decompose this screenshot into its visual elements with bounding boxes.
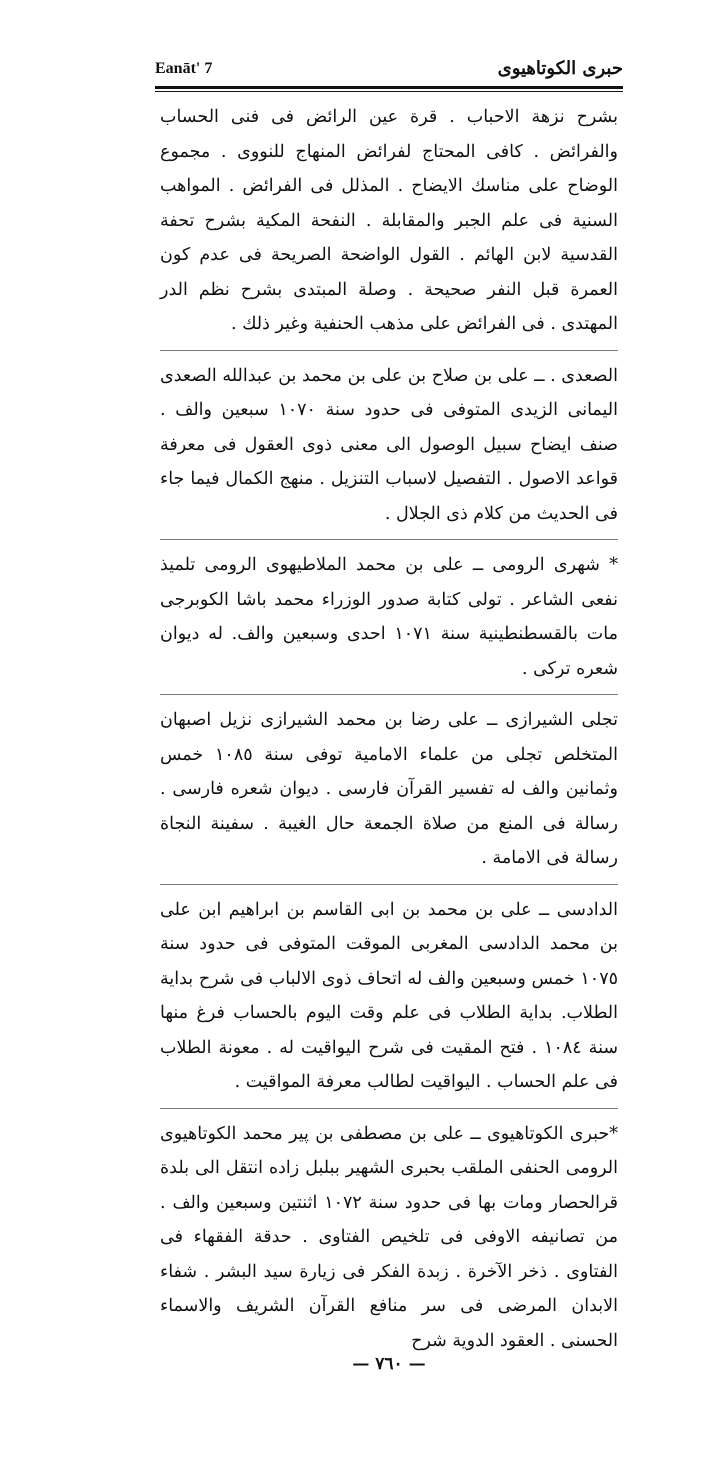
- body-text: [160, 100, 618, 1358]
- entry-separator: [160, 350, 618, 351]
- entry-separator: [160, 1108, 618, 1109]
- entry-habri-kutahiyawi: *حبرى الكوتاهيوى ــ على بن مصطفى بن پير محمد الكوتاهيوى الرومى الحنفى الملقب بحبرى الشهير ببلبل زاده انتقل الى بلدة قرالحصار ومات بها فى حدود سنة ١٠٧٢ اثنتين وسبعين والف . من تصانيفه الاوفى فى تلخيص الفتاوى . حدقة الفقهاء فى الفتاوى . ذخر الآخرة . زبدة الفكر فى زيارة سيد البشر . شفاء الابدان المرضى فى سر منافع القرآن الشريف والاسماء الحسنى . العقود الدوية شرح: [160, 1123, 618, 1351]
- page-number: — ٧٦٠ —: [352, 1354, 426, 1374]
- page-header: [155, 56, 623, 84]
- entry-tajalli-shirazi: تجلى الشيرازى ــ على رضا بن محمد الشيرازى نزيل اصبهان المتخلص تجلى من علماء الامامية توفى سنة ١٠٨٥ خمس وثمانين والف له تفسير القرآن فارسى . ديوان شعره فارسى . رسالة فى المنع من صلاة الجمعة حال الغيبة . سفينة النجاة رسالة فى الامامة .: [160, 710, 618, 868]
- entry-separator: [160, 539, 618, 540]
- running-title: حبرى الكوتاهيوى: [497, 58, 623, 79]
- entry-separator: [160, 694, 618, 695]
- header-rule-thick: [155, 86, 623, 89]
- entry-shahri-rumi: * شهرى الرومى ــ على بن محمد الملاطيهوى الرومى تلميذ نفعى الشاعر . تولى كتابة صدور الوزراء محمد باشا الكوبرجى مات بالقسطنطينية سنة ١٠٧١ احدى وسبعين والف. له ديوان شعره تركى .: [160, 555, 618, 679]
- entry-continuation: بشرح نزهة الاحباب . قرة عين الرائض فى فنى الحساب والفرائض . كافى المحتاج لفرائض المنهاج للنووى . مجموع الوضاح على مناسك الايضاح . المذلل فى الفرائض . المواهب السنية فى علم الجبر والمقابلة . النفحة المكية بشرح تحفة القدسية لابن الهائم . القول الواضحة الصريحة فى عدم كون العمرة قبل النفر صحيحة . وصلة المبتدى بشرح نظم الدر المهتدى . فى الفرائض على مذهب الحنفية وغير ذلك .: [160, 107, 618, 334]
- running-label: Eanāt' 7: [155, 60, 213, 77]
- entry-saadi: الصعدى . ــ على بن صلاح بن على بن محمد بن عبدالله الصعدى اليمانى الزيدى المتوفى فى حدود سنة ١٠٧٠ سبعين والف . صنف ايضاح سبيل الوصول الى معنى ذوى العقول فى معرفة قواعد الاصول . التفصيل لاسباب التنزيل . منهج الكمال فيما جاء فى الحديث من كلام ذى الجلال .: [160, 365, 618, 524]
- entry-separator: [160, 884, 618, 885]
- entry-dadasi: الدادسى ــ على بن محمد بن ابى القاسم بن ابراهيم ابن على بن محمد الدادسى المغربى الموقت المتوفى فى حدود سنة ١٠٧٥ خمس وسبعين والف له اتحاف ذوى الالباب فى شرح بداية الطلاب. بداية الطلاب فى علم وقت اليوم بالحساب فرغ منها سنة ١٠٨٤ . فتح المقيت فى شرح اليواقيت له . معونة الطلاب فى علم الحساب . اليواقيت لطالب معرفة المواقيت .: [160, 899, 619, 1092]
- header-rule-thin: [155, 91, 623, 92]
